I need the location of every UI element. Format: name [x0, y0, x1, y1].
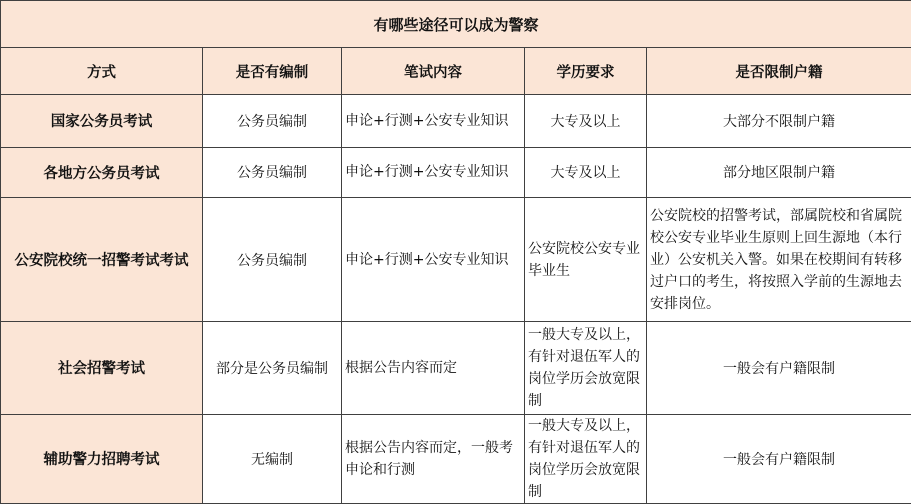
header-household: 是否限制户籍 — [647, 48, 911, 95]
household-cell: 一般会有户籍限制 — [647, 414, 911, 503]
table-row — [1, 414, 911, 503]
exam-content-cell: 根据公告内容而定 — [342, 322, 525, 414]
household-cell: 一般会有户籍限制 — [647, 322, 911, 414]
education-cell: 大专及以上 — [525, 95, 647, 147]
header-establishment: 是否有编制 — [203, 48, 342, 95]
establishment-cell: 公务员编制 — [203, 197, 342, 321]
method-cell: 社会招警考试 — [1, 322, 203, 414]
education-cell: 一般大专及以上，有针对退伍军人的岗位学历会放宽限制 — [525, 322, 647, 414]
table-row — [1, 197, 911, 321]
establishment-cell: 部分是公务员编制 — [203, 322, 342, 414]
method-cell: 国家公务员考试 — [1, 95, 203, 147]
method-cell: 辅助警力招聘考试 — [1, 414, 203, 503]
establishment-cell: 无编制 — [203, 414, 342, 503]
method-cell: 公安院校统一招警考试考试 — [1, 197, 203, 321]
header-education: 学历要求 — [525, 48, 647, 95]
table-row — [1, 147, 911, 197]
establishment-cell: 公务员编制 — [203, 147, 342, 197]
household-cell: 大部分不限制户籍 — [647, 95, 911, 147]
title-row — [1, 1, 911, 48]
header-exam-content: 笔试内容 — [342, 48, 525, 95]
method-cell: 各地方公务员考试 — [1, 147, 203, 197]
exam-content-cell: 根据公告内容而定，一般考申论和行测 — [342, 414, 525, 503]
exam-content-cell: 申论+行测+公安专业知识 — [342, 95, 525, 147]
household-cell: 部分地区限制户籍 — [647, 147, 911, 197]
table-title: 有哪些途径可以成为警察 — [1, 1, 911, 48]
table-row — [1, 95, 911, 147]
establishment-cell: 公务员编制 — [203, 95, 342, 147]
education-cell: 公安院校公安专业毕业生 — [525, 197, 647, 321]
exam-content-cell: 申论+行测+公安专业知识 — [342, 197, 525, 321]
table-row — [1, 322, 911, 414]
education-cell: 大专及以上 — [525, 147, 647, 197]
education-cell: 一般大专及以上，有针对退伍军人的岗位学历会放宽限制 — [525, 414, 647, 503]
header-row — [1, 48, 911, 95]
header-method: 方式 — [1, 48, 203, 95]
exam-content-cell: 申论+行测+公安专业知识 — [342, 147, 525, 197]
household-cell: 公安院校的招警考试，部属院校和省属院校公安专业毕业生原则上回生源地（本行业）公安机关入警。如果在校期间有转移过户口的考生，将按照入学前的生源地去安排岗位。 — [647, 197, 911, 321]
